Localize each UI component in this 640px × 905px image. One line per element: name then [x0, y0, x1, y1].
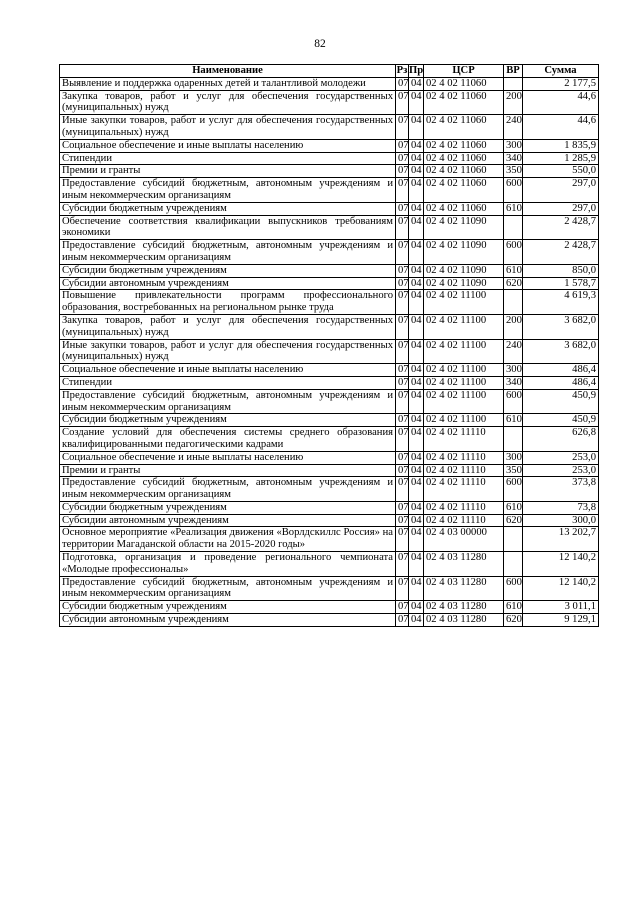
cell-name: Субсидии бюджетным учреждениям: [60, 414, 396, 427]
cell-rz: 07: [396, 601, 409, 614]
cell-rz: 07: [396, 339, 409, 364]
table-row: [60, 576, 599, 601]
table-row: [60, 215, 599, 240]
cell-csr: 02 4 03 11280: [424, 601, 504, 614]
cell-sum: 626,8: [523, 427, 599, 452]
cell-name: Субсидии автономным учреждениям: [60, 277, 396, 290]
cell-pr: 04: [409, 240, 424, 265]
table-row: [60, 139, 599, 152]
header-name: Наименование: [60, 65, 396, 78]
page-number: 82: [314, 38, 326, 50]
cell-csr: 02 4 03 11280: [424, 576, 504, 601]
cell-sum: 2 428,7: [523, 215, 599, 240]
cell-rz: 07: [396, 376, 409, 389]
cell-vr: 610: [504, 414, 523, 427]
cell-pr: 04: [409, 451, 424, 464]
budget-table: [59, 64, 599, 627]
cell-sum: 297,0: [523, 178, 599, 203]
cell-name: Закупка товаров, работ и услуг для обеспечения государственных (муниципальных) нужд: [60, 90, 396, 115]
cell-vr: 610: [504, 264, 523, 277]
cell-rz: 07: [396, 364, 409, 377]
cell-name: Повышение привлекательности программ профессионального образования, востребованных на региональном рынке труда: [60, 290, 396, 315]
table-row: [60, 614, 599, 627]
cell-sum: 300,0: [523, 514, 599, 527]
cell-name: Субсидии автономным учреждениям: [60, 514, 396, 527]
cell-vr: 350: [504, 165, 523, 178]
header-vr: ВР: [504, 65, 523, 78]
cell-name: Премии и гранты: [60, 165, 396, 178]
cell-sum: 1 285,9: [523, 152, 599, 165]
cell-csr: 02 4 02 11100: [424, 314, 504, 339]
cell-csr: 02 4 02 11110: [424, 464, 504, 477]
cell-csr: 02 4 02 11110: [424, 514, 504, 527]
cell-vr: 610: [504, 501, 523, 514]
cell-csr: 02 4 02 11060: [424, 115, 504, 140]
cell-name: Предоставление субсидий бюджетным, автономным учреждениям и иным некоммерческим организациям: [60, 240, 396, 265]
cell-name: Подготовка, организация и проведение регионального чемпионата «Молодые профессионалы»: [60, 552, 396, 577]
cell-rz: 07: [396, 277, 409, 290]
cell-name: Предоставление субсидий бюджетным, автономным учреждениям и иным некоммерческим организациям: [60, 477, 396, 502]
cell-sum: 13 202,7: [523, 527, 599, 552]
table-row: [60, 451, 599, 464]
cell-name: Основное мероприятие «Реализация движения «Ворлдскиллс Россия» на территории Магаданской области на 2015-2020 годы»: [60, 527, 396, 552]
table-row: [60, 314, 599, 339]
cell-rz: 07: [396, 514, 409, 527]
table-row: [60, 376, 599, 389]
table-row: [60, 90, 599, 115]
table-row: [60, 77, 599, 90]
cell-pr: 04: [409, 364, 424, 377]
cell-vr: 300: [504, 364, 523, 377]
cell-pr: 04: [409, 552, 424, 577]
cell-name: Закупка товаров, работ и услуг для обеспечения государственных (муниципальных) нужд: [60, 314, 396, 339]
cell-name: Обеспечение соответствия квалификации выпускников требованиям экономики: [60, 215, 396, 240]
cell-csr: 02 4 02 11090: [424, 264, 504, 277]
cell-rz: 07: [396, 90, 409, 115]
cell-pr: 04: [409, 427, 424, 452]
cell-vr: [504, 290, 523, 315]
cell-sum: 486,4: [523, 376, 599, 389]
cell-rz: 07: [396, 464, 409, 477]
cell-pr: 04: [409, 115, 424, 140]
cell-csr: 02 4 02 11060: [424, 139, 504, 152]
cell-pr: 04: [409, 601, 424, 614]
table-row: [60, 364, 599, 377]
cell-csr: 02 4 03 11280: [424, 614, 504, 627]
cell-vr: 240: [504, 339, 523, 364]
cell-vr: 620: [504, 614, 523, 627]
cell-pr: 04: [409, 202, 424, 215]
table-row: [60, 178, 599, 203]
cell-name: Стипендии: [60, 376, 396, 389]
cell-rz: 07: [396, 240, 409, 265]
header-sum: Сумма: [523, 65, 599, 78]
table-row: [60, 389, 599, 414]
header-pr: Пр: [409, 65, 424, 76]
cell-name: Социальное обеспечение и иные выплаты населению: [60, 139, 396, 152]
cell-pr: 04: [409, 389, 424, 414]
cell-pr: 04: [409, 139, 424, 152]
cell-rz: 07: [396, 290, 409, 315]
header-csr: ЦСР: [424, 65, 504, 78]
cell-csr: 02 4 02 11100: [424, 364, 504, 377]
cell-pr: 04: [409, 215, 424, 240]
cell-csr: 02 4 02 11060: [424, 152, 504, 165]
cell-sum: 44,6: [523, 115, 599, 140]
table-row: [60, 290, 599, 315]
cell-rz: 07: [396, 389, 409, 414]
cell-pr: 04: [409, 314, 424, 339]
cell-rz: 07: [396, 215, 409, 240]
cell-pr: 04: [409, 277, 424, 290]
cell-vr: [504, 527, 523, 552]
cell-pr: 04: [409, 90, 424, 115]
cell-pr: 04: [409, 152, 424, 165]
cell-name: Стипендии: [60, 152, 396, 165]
cell-pr: 04: [409, 376, 424, 389]
table-row: [60, 115, 599, 140]
cell-sum: 1 578,7: [523, 277, 599, 290]
cell-csr: 02 4 02 11110: [424, 501, 504, 514]
cell-vr: 600: [504, 576, 523, 601]
cell-rz: 07: [396, 477, 409, 502]
cell-name: Предоставление субсидий бюджетным, автономным учреждениям и иным некоммерческим организациям: [60, 576, 396, 601]
cell-csr: 02 4 02 11090: [424, 215, 504, 240]
cell-sum: 297,0: [523, 202, 599, 215]
cell-pr: 04: [409, 477, 424, 502]
cell-rz: 07: [396, 414, 409, 427]
table-row: [60, 552, 599, 577]
cell-rz: 07: [396, 178, 409, 203]
cell-sum: 486,4: [523, 364, 599, 377]
table-row: [60, 240, 599, 265]
cell-csr: 02 4 02 11060: [424, 165, 504, 178]
cell-csr: 02 4 02 11100: [424, 339, 504, 364]
cell-pr: 04: [409, 290, 424, 315]
cell-sum: 3 011,1: [523, 601, 599, 614]
cell-sum: 44,6: [523, 90, 599, 115]
cell-sum: 12 140,2: [523, 576, 599, 601]
cell-pr: 04: [409, 77, 424, 90]
cell-sum: 73,8: [523, 501, 599, 514]
cell-vr: 200: [504, 90, 523, 115]
cell-pr: 04: [409, 614, 424, 627]
header-rz: Рз: [396, 65, 408, 76]
table-body: [60, 77, 599, 626]
cell-rz: 07: [396, 165, 409, 178]
cell-rz: 07: [396, 552, 409, 577]
cell-name: Создание условий для обеспечения системы среднего образования квалифицированными педагогическими кадрами: [60, 427, 396, 452]
cell-sum: 1 835,9: [523, 139, 599, 152]
cell-vr: 620: [504, 277, 523, 290]
cell-sum: 2 177,5: [523, 77, 599, 90]
cell-vr: 610: [504, 202, 523, 215]
cell-pr: 04: [409, 264, 424, 277]
cell-sum: 9 129,1: [523, 614, 599, 627]
table-row: [60, 514, 599, 527]
cell-vr: 610: [504, 601, 523, 614]
cell-pr: 04: [409, 414, 424, 427]
cell-csr: 02 4 02 11100: [424, 376, 504, 389]
cell-sum: 12 140,2: [523, 552, 599, 577]
cell-csr: 02 4 02 11090: [424, 277, 504, 290]
cell-name: Субсидии бюджетным учреждениям: [60, 601, 396, 614]
cell-vr: 340: [504, 376, 523, 389]
cell-pr: 04: [409, 339, 424, 364]
table-row: [60, 464, 599, 477]
cell-rz: 07: [396, 115, 409, 140]
cell-vr: [504, 215, 523, 240]
cell-rz: 07: [396, 614, 409, 627]
cell-name: Предоставление субсидий бюджетным, автономным учреждениям и иным некоммерческим организациям: [60, 178, 396, 203]
cell-name: Предоставление субсидий бюджетным, автономным учреждениям и иным некоммерческим организациям: [60, 389, 396, 414]
table-row: [60, 427, 599, 452]
cell-rz: 07: [396, 501, 409, 514]
cell-vr: 340: [504, 152, 523, 165]
cell-sum: 3 682,0: [523, 314, 599, 339]
cell-vr: 600: [504, 389, 523, 414]
cell-vr: 620: [504, 514, 523, 527]
cell-rz: 07: [396, 264, 409, 277]
table-row: [60, 477, 599, 502]
cell-name: Социальное обеспечение и иные выплаты населению: [60, 364, 396, 377]
cell-rz: 07: [396, 77, 409, 90]
cell-vr: 600: [504, 240, 523, 265]
cell-rz: 07: [396, 527, 409, 552]
cell-sum: 3 682,0: [523, 339, 599, 364]
cell-sum: 850,0: [523, 264, 599, 277]
cell-vr: 350: [504, 464, 523, 477]
cell-csr: 02 4 03 11280: [424, 552, 504, 577]
cell-pr: 04: [409, 514, 424, 527]
table-row: [60, 601, 599, 614]
table-row: [60, 152, 599, 165]
cell-vr: 300: [504, 451, 523, 464]
cell-vr: 600: [504, 477, 523, 502]
cell-csr: 02 4 02 11060: [424, 77, 504, 90]
cell-vr: 600: [504, 178, 523, 203]
cell-sum: 373,8: [523, 477, 599, 502]
cell-vr: [504, 552, 523, 577]
cell-name: Субсидии бюджетным учреждениям: [60, 202, 396, 215]
cell-csr: 02 4 02 11060: [424, 90, 504, 115]
cell-csr: 02 4 02 11100: [424, 414, 504, 427]
cell-rz: 07: [396, 451, 409, 464]
cell-csr: 02 4 02 11110: [424, 427, 504, 452]
cell-csr: 02 4 02 11110: [424, 477, 504, 502]
cell-sum: 550,0: [523, 165, 599, 178]
cell-rz: 07: [396, 202, 409, 215]
table-row: [60, 202, 599, 215]
cell-sum: 450,9: [523, 389, 599, 414]
cell-pr: 04: [409, 576, 424, 601]
cell-name: Субсидии бюджетным учреждениям: [60, 501, 396, 514]
table-row: [60, 277, 599, 290]
table-row: [60, 339, 599, 364]
cell-csr: 02 4 02 11100: [424, 290, 504, 315]
cell-name: Премии и гранты: [60, 464, 396, 477]
cell-sum: 4 619,3: [523, 290, 599, 315]
table-row: [60, 414, 599, 427]
cell-rz: 07: [396, 314, 409, 339]
cell-sum: 2 428,7: [523, 240, 599, 265]
cell-csr: 02 4 02 11060: [424, 178, 504, 203]
cell-csr: 02 4 03 00000: [424, 527, 504, 552]
cell-vr: [504, 77, 523, 90]
table-row: [60, 527, 599, 552]
cell-pr: 04: [409, 178, 424, 203]
cell-sum: 450,9: [523, 414, 599, 427]
cell-name: Выявление и поддержка одаренных детей и талантливой молодежи: [60, 77, 396, 90]
table-row: [60, 264, 599, 277]
cell-rz: 07: [396, 427, 409, 452]
cell-pr: 04: [409, 527, 424, 552]
cell-pr: 04: [409, 464, 424, 477]
cell-rz: 07: [396, 139, 409, 152]
cell-csr: 02 4 02 11100: [424, 389, 504, 414]
cell-pr: 04: [409, 165, 424, 178]
cell-name: Иные закупки товаров, работ и услуг для обеспечения государственных (муниципальных) нужд: [60, 339, 396, 364]
cell-vr: 240: [504, 115, 523, 140]
cell-name: Субсидии автономным учреждениям: [60, 614, 396, 627]
table-row: [60, 165, 599, 178]
cell-vr: 200: [504, 314, 523, 339]
cell-csr: 02 4 02 11060: [424, 202, 504, 215]
header-row: [60, 65, 599, 78]
cell-sum: 253,0: [523, 451, 599, 464]
cell-name: Субсидии бюджетным учреждениям: [60, 264, 396, 277]
cell-pr: 04: [409, 501, 424, 514]
cell-vr: [504, 427, 523, 452]
cell-name: Иные закупки товаров, работ и услуг для обеспечения государственных (муниципальных) нужд: [60, 115, 396, 140]
cell-vr: 300: [504, 139, 523, 152]
cell-rz: 07: [396, 152, 409, 165]
table-row: [60, 501, 599, 514]
cell-csr: 02 4 02 11110: [424, 451, 504, 464]
cell-name: Социальное обеспечение и иные выплаты населению: [60, 451, 396, 464]
cell-rz: 07: [396, 576, 409, 601]
table-header: [60, 65, 599, 78]
cell-sum: 253,0: [523, 464, 599, 477]
cell-csr: 02 4 02 11090: [424, 240, 504, 265]
